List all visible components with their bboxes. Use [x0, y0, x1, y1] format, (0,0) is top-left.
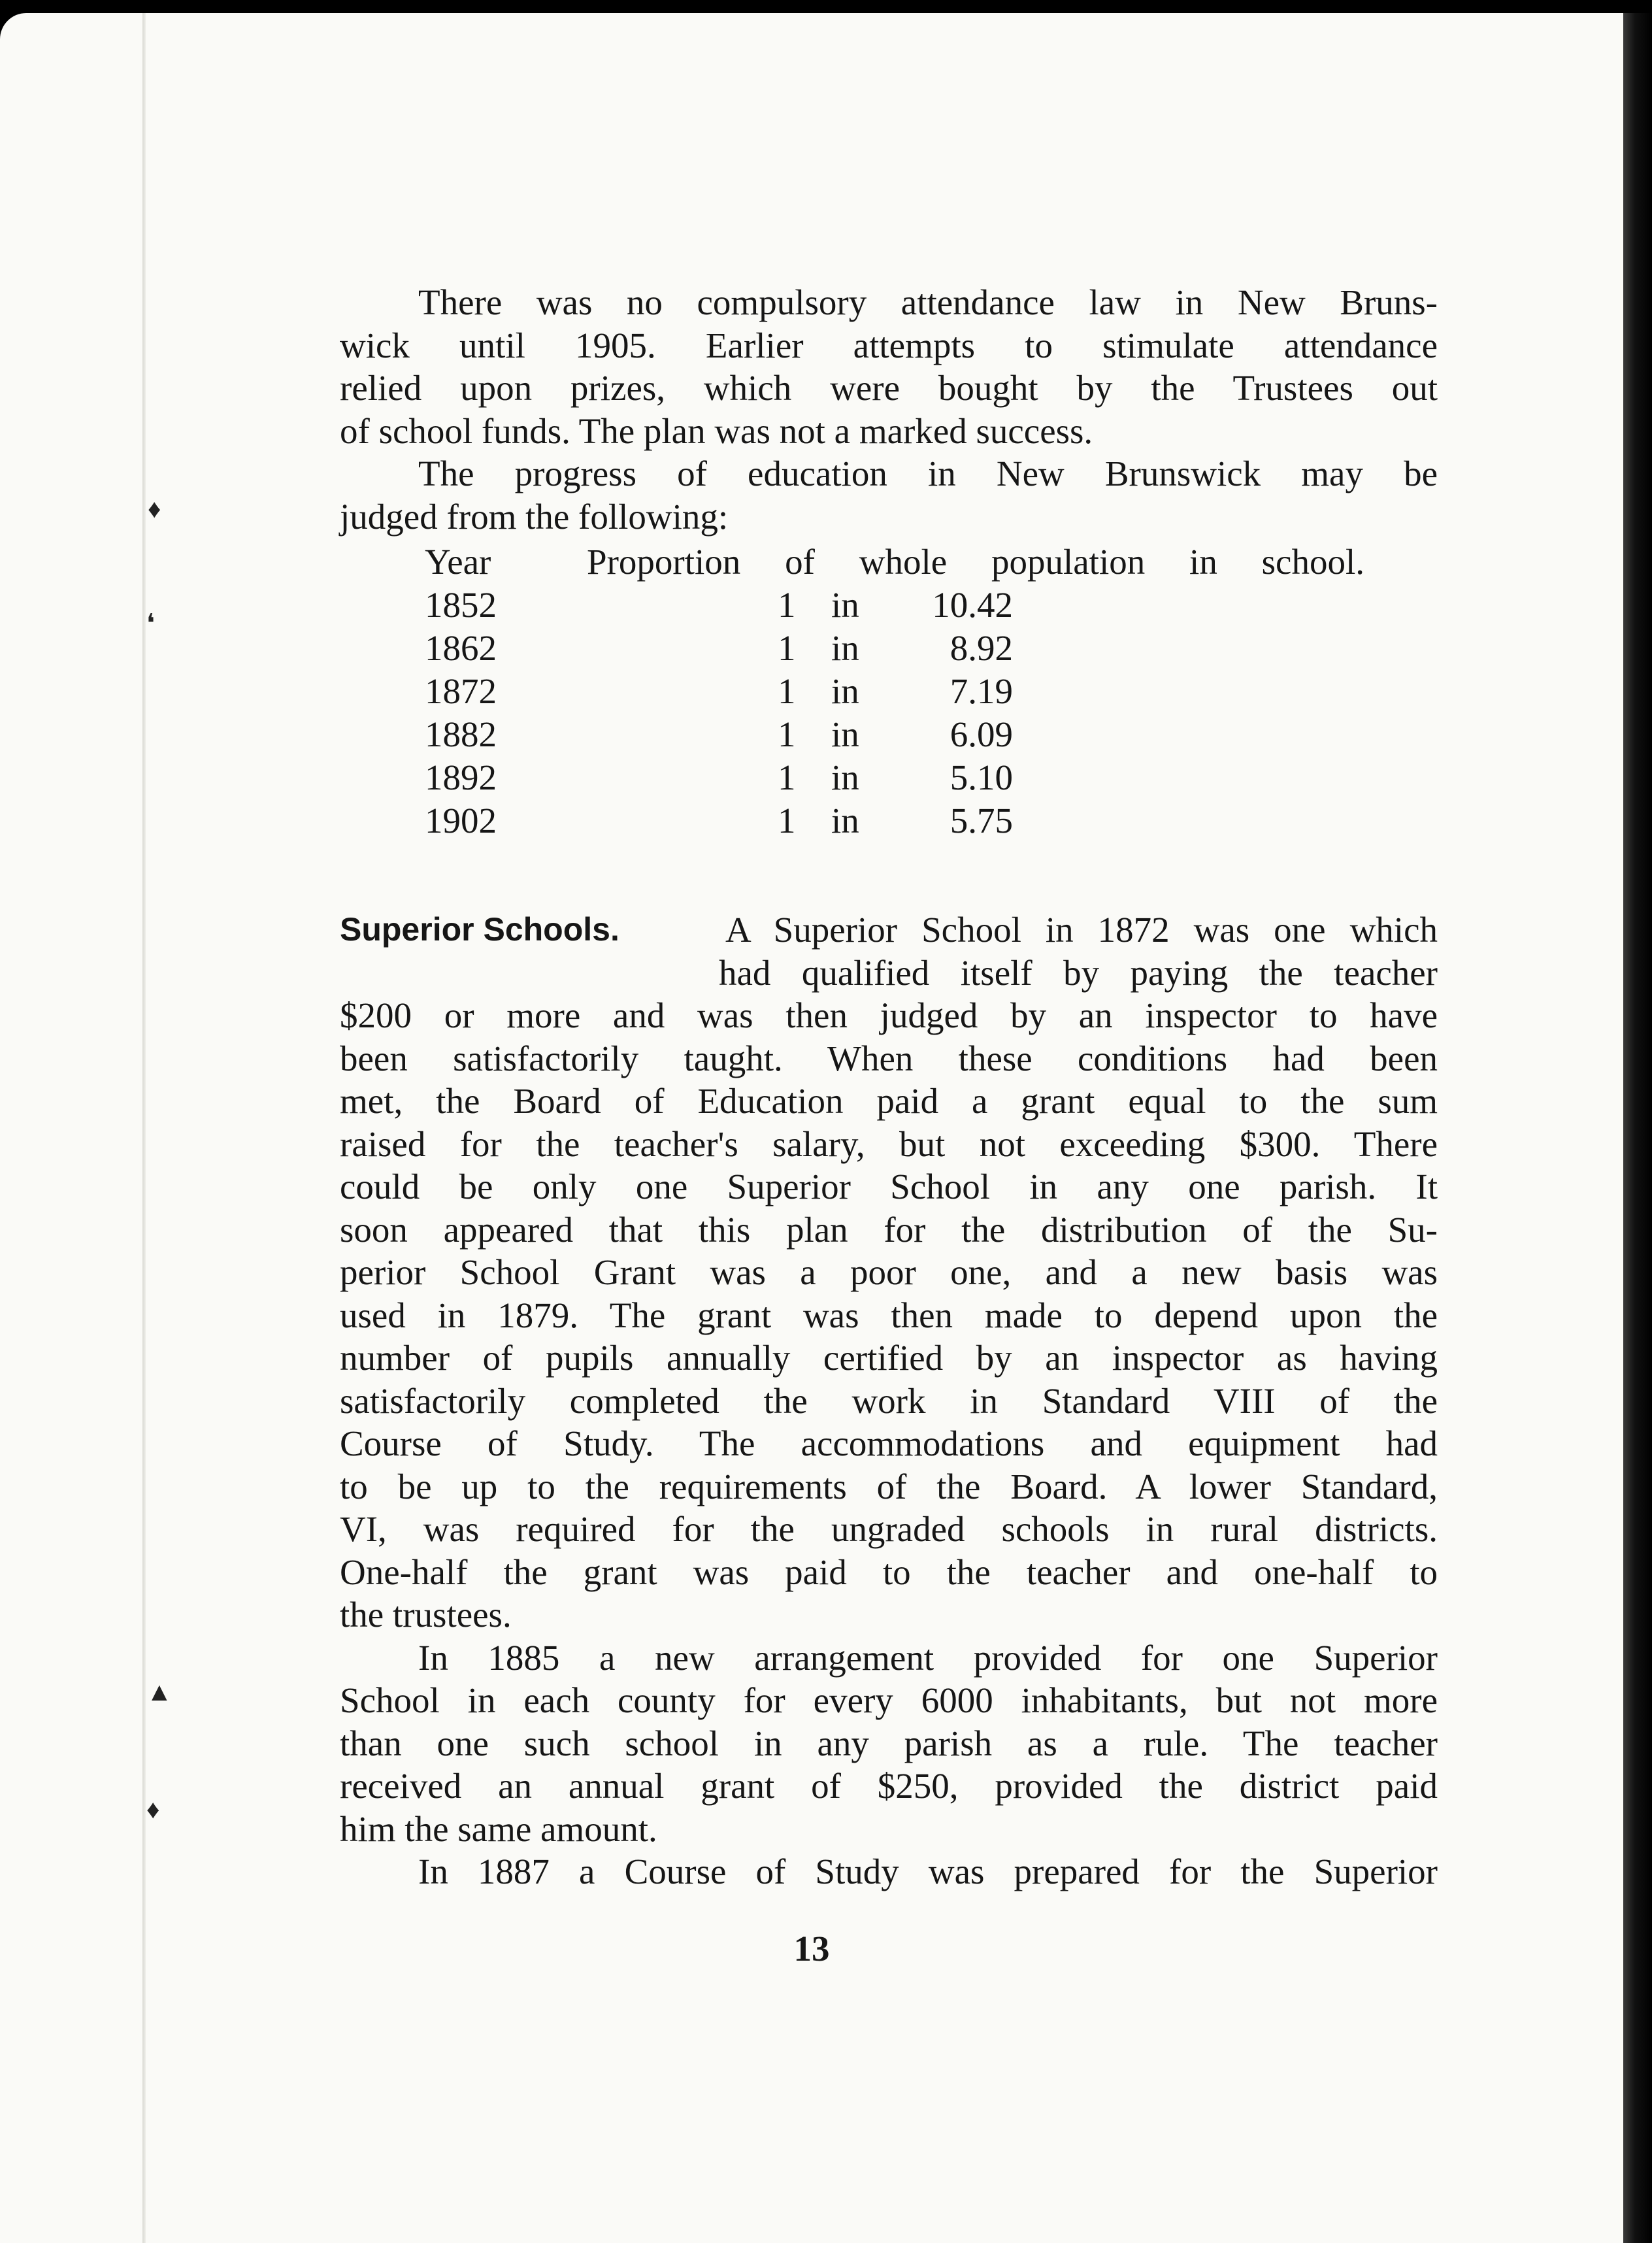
cell-value: 5.10 — [950, 757, 1013, 797]
cell-in: in — [831, 801, 859, 840]
cell-value: 6.09 — [950, 714, 1013, 754]
cell-value: 10.42 — [932, 585, 1013, 625]
margin-mark: ♦ — [146, 1795, 160, 1824]
cell-one: 1 — [778, 801, 796, 840]
text-line: Course of Study. The accommodations and equipment had — [340, 1423, 1438, 1463]
cell-value: 8.92 — [950, 628, 1013, 668]
text-line: wick until 1905. Earlier attempts to stimulate attendance — [340, 325, 1438, 365]
cell-one: 1 — [778, 628, 796, 668]
text-line: of school funds. The plan was not a marked success. — [340, 410, 1093, 451]
text-line: the trustees. — [340, 1595, 512, 1635]
header-proportion: Proportion of whole population in school. — [587, 542, 1364, 582]
text-line: A Superior School in 1872 was one which — [725, 910, 1438, 950]
text-line: $200 or more and was then judged by an inspector to have — [340, 995, 1438, 1035]
text-line: had qualified itself by paying the teacher — [719, 952, 1438, 993]
cell-one: 1 — [778, 671, 796, 711]
table-row — [340, 799, 1438, 842]
cell-value: 7.19 — [950, 671, 1013, 711]
table-row — [340, 670, 1438, 712]
cell-year: 1892 — [425, 757, 497, 797]
binding-gutter — [142, 13, 146, 2243]
section-first-line — [340, 908, 1438, 952]
text-line: School in each county for every 6000 inhabitants, but not more — [340, 1680, 1438, 1720]
cell-in: in — [831, 757, 859, 797]
table-row — [340, 627, 1438, 669]
text-line: One-half the grant was paid to the teacher and one-half to — [340, 1552, 1438, 1592]
cell-year: 1852 — [425, 585, 497, 625]
cell-year: 1902 — [425, 801, 497, 840]
text-line: perior School Grant was a poor one, and a new basis was — [340, 1252, 1438, 1292]
margin-mark: ❛ — [146, 608, 155, 638]
text-line: met, the Board of Education paid a grant equal to the sum — [340, 1081, 1438, 1121]
text-line: There was no compulsory attendance law in New Bruns- — [418, 282, 1438, 322]
intro-section — [340, 281, 1438, 848]
text-line: VI, was required for the ungraded schools in rural districts. — [340, 1509, 1438, 1549]
text-line: soon appeared that this plan for the distribution of the Su- — [340, 1209, 1438, 1250]
text-line: number of pupils annually certified by an inspector as having — [340, 1338, 1438, 1378]
table-row — [340, 756, 1438, 799]
header-year: Year — [425, 542, 491, 582]
text-line: In 1885 a new arrangement provided for one Superior — [418, 1637, 1438, 1678]
table-header — [340, 540, 1438, 583]
cell-one: 1 — [778, 757, 796, 797]
text-line: received an annual grant of $250, provided the district paid — [340, 1766, 1438, 1806]
text-line: than one such school in any parish as a rule. The teacher — [340, 1723, 1438, 1763]
text-line: satisfactorily completed the work in Standard VIII of the — [340, 1380, 1438, 1421]
cell-in: in — [831, 671, 859, 711]
page-edge-shadow — [1623, 13, 1652, 2243]
text-line: In 1887 a Course of Study was prepared for the Superior — [418, 1852, 1438, 1891]
table-row — [340, 713, 1438, 756]
cell-year: 1882 — [425, 714, 497, 754]
cell-in: in — [831, 585, 859, 625]
cell-year: 1862 — [425, 628, 497, 668]
cell-one: 1 — [778, 585, 796, 625]
cell-in: in — [831, 628, 859, 668]
text-line: been satisfactorily taught. When these conditions had been — [340, 1038, 1438, 1078]
text-line: him the same amount. — [340, 1808, 657, 1849]
cell-one: 1 — [778, 714, 796, 754]
cell-in: in — [831, 714, 859, 754]
enrollment-table — [340, 540, 1438, 848]
table-row — [340, 584, 1438, 626]
margin-mark: ♦ — [148, 494, 161, 523]
text-line: to be up to the requirements of the Board. A lower Standard, — [340, 1466, 1438, 1506]
text-line: judged from the following: — [340, 496, 729, 537]
margin-mark: ▲ — [146, 1677, 173, 1706]
section-heading: Superior Schools. — [340, 911, 620, 948]
cell-value: 5.75 — [950, 801, 1013, 840]
text-line: could be only one Superior School in any one parish. It — [340, 1167, 1438, 1206]
superior-schools-section — [340, 908, 1438, 1893]
text-line: used in 1879. The grant was then made to depend upon the — [340, 1295, 1438, 1335]
page-number: 13 — [793, 1929, 830, 1969]
text-line: The progress of education in New Brunswick may be — [418, 454, 1438, 493]
text-line: relied upon prizes, which were bought by the Trustees out — [340, 368, 1438, 408]
cell-year: 1872 — [425, 671, 497, 711]
text-line: raised for the teacher's salary, but not exceeding $300. There — [340, 1123, 1438, 1164]
